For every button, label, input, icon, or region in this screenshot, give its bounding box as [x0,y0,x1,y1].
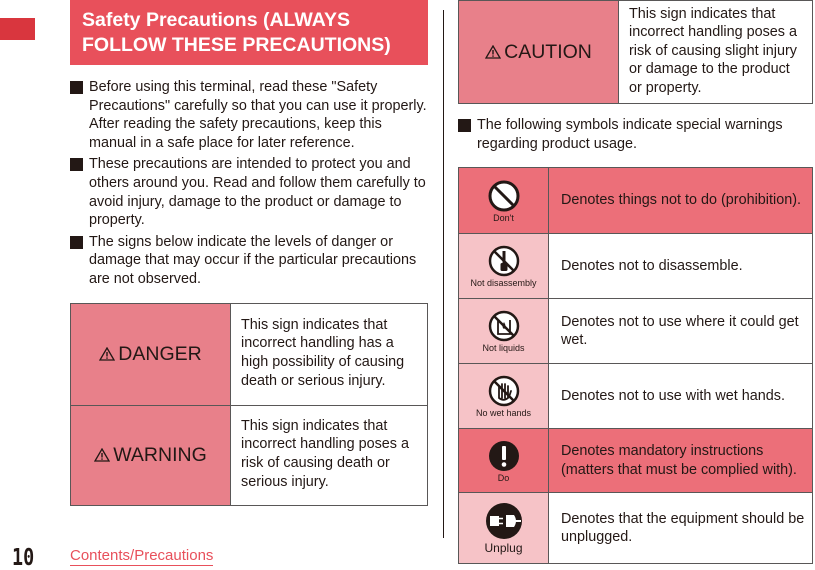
section-title-text: Safety Precautions (ALWAYS FOLLOW THESE PRECAUTIONS) [82,9,391,56]
danger-label: DANGER [118,342,202,365]
warning-triangle-icon [485,45,501,59]
table-row [459,429,813,493]
table-row [459,299,813,364]
table-row [71,405,428,505]
symbol-caption: Don't [493,212,514,223]
bullet-item [70,155,428,229]
symbol-caption: No wet hands [475,408,532,419]
symbol-caption: Unplug [484,541,523,556]
caution-label: CAUTION [504,40,592,63]
unplug-icon-cell [459,493,549,564]
caution-label-cell [459,1,619,104]
table-row [459,364,813,429]
square-bullet-icon [70,236,83,249]
mandatory-icon [487,439,521,473]
page-number: 10 [12,545,35,570]
symbol-caption: Not disassembly [470,278,537,289]
no-wet-hands-icon [487,374,521,408]
bullet-text: These precautions are intended to protect you and others around you. Read and follow them carefully to avoid injury, damage to the product or damage to property. [89,156,426,229]
bullet-item [458,116,813,153]
table-row [459,493,813,564]
symbol-description: Denotes mandatory instructions (matters that must be complied with). [549,429,813,493]
symbol-caption: Do [497,472,510,483]
symbol-description: Denotes that the equipment should be unplugged. [549,493,813,564]
symbol-caption: Not liquids [482,343,525,354]
table-row [459,234,813,299]
symbol-description: Denotes not to use where it could get wet. [549,299,813,364]
symbols-intro-text: The following symbols indicate special warnings regarding product usage. [477,117,783,152]
section-title [70,0,428,65]
bullet-text: The signs below indicate the levels of danger or damage that may occur if the particular precautions are not observed. [89,233,417,287]
table-row [459,1,813,104]
bullet-item [70,78,428,152]
no-liquids-icon [487,309,521,343]
square-bullet-icon [70,81,83,94]
prohibition-icon [487,179,521,213]
caution-level-table [458,0,813,104]
mandatory-icon-cell [459,429,549,493]
danger-description: This sign indicates that incorrect handling has a high possibility of causing death or serious injury. [231,303,428,405]
square-bullet-icon [70,158,83,171]
table-row [71,303,428,405]
caution-description: This sign indicates that incorrect handling poses a risk of causing slight injury or damage to the product or property. [619,1,813,104]
warning-triangle-icon [99,347,115,361]
warning-label: WARNING [113,443,207,466]
no-disassembly-icon-cell [459,234,549,299]
unplug-icon [484,501,524,541]
square-bullet-icon [458,119,471,132]
symbols-table [458,167,813,564]
right-column [458,0,813,564]
symbol-description: Denotes things not to do (prohibition). [549,168,813,234]
no-liquids-icon-cell [459,299,549,364]
symbol-description: Denotes not to use with wet hands. [549,364,813,429]
no-wet-hands-icon-cell [459,364,549,429]
danger-label-cell [71,303,231,405]
no-disassembly-icon [487,244,521,278]
contents-precautions-link[interactable]: Contents/Precautions [70,547,214,564]
prohibition-icon-cell [459,168,549,234]
warning-triangle-icon [94,448,110,462]
page-edge-tab [0,18,35,40]
table-row [459,168,813,234]
danger-levels-table [70,303,428,506]
left-column [70,78,428,506]
warning-label-cell [71,405,231,505]
bullet-text: Before using this terminal, read these "Safety Precautions" carefully so that you can use it properly. After reading the safety precautions, keep this manual in a safe place for later reference. [89,79,427,151]
column-divider [443,10,444,538]
symbol-description: Denotes not to disassemble. [549,234,813,299]
warning-description: This sign indicates that incorrect handling poses a risk of causing death or serious injury. [231,405,428,505]
bullet-item [70,233,428,289]
